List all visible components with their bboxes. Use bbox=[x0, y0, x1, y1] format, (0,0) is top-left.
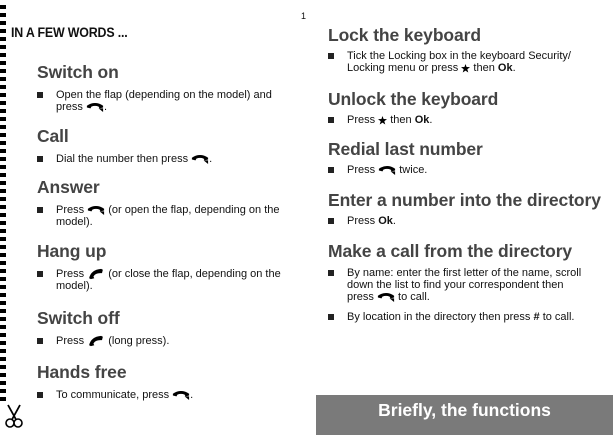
item-text: to call. bbox=[398, 291, 430, 303]
item-text: . bbox=[190, 389, 194, 401]
list-item bbox=[328, 267, 590, 303]
section-redial bbox=[328, 139, 598, 176]
item-text: By location in the directory then press bbox=[347, 311, 531, 323]
item-text: To communicate, press bbox=[56, 389, 170, 401]
item-text: Press bbox=[347, 164, 376, 176]
section-title: Make a call from the directory bbox=[328, 241, 573, 261]
list-item bbox=[37, 153, 297, 165]
list-item bbox=[328, 215, 608, 227]
ok-key-label: Ok bbox=[497, 62, 513, 74]
cut-line bbox=[0, 5, 6, 405]
item-text: Open the flap (depending on the model) and press bbox=[56, 89, 272, 113]
item-text: . bbox=[209, 153, 213, 165]
section-title: Answer bbox=[37, 177, 100, 197]
call-icon bbox=[86, 102, 104, 113]
item-text: then bbox=[390, 114, 412, 126]
star-key-icon bbox=[461, 64, 470, 73]
section-switch-off bbox=[37, 308, 297, 347]
item-text: to call. bbox=[542, 311, 575, 323]
scissors-icon bbox=[3, 403, 25, 429]
section-hang-up bbox=[37, 241, 299, 292]
bullet bbox=[328, 314, 334, 320]
section-title: Lock the keyboard bbox=[328, 25, 481, 45]
section-enter-directory bbox=[328, 190, 608, 227]
item-text: Press bbox=[347, 215, 376, 227]
section-call bbox=[37, 126, 297, 165]
section-answer bbox=[37, 177, 297, 228]
list-item bbox=[37, 389, 297, 401]
item-text: Press bbox=[56, 335, 85, 347]
bullet bbox=[328, 117, 334, 123]
item-text: . bbox=[392, 215, 396, 227]
bullet bbox=[37, 392, 43, 398]
hangup-icon bbox=[87, 268, 105, 280]
item-text: twice. bbox=[399, 164, 428, 176]
item-text: (long press). bbox=[108, 335, 170, 347]
item-text: . bbox=[103, 101, 108, 113]
bullet bbox=[37, 271, 43, 277]
item-text: By name: enter the first letter of the name, scroll down the list to find your correspondent then press bbox=[347, 267, 582, 303]
section-title: Redial last number bbox=[328, 139, 483, 159]
section-call-directory bbox=[328, 241, 590, 323]
item-text: . bbox=[429, 114, 433, 126]
section-unlock-keyboard bbox=[328, 89, 598, 126]
section-title: Hang up bbox=[37, 241, 107, 261]
item-text: then bbox=[473, 62, 495, 74]
bullet bbox=[328, 218, 334, 224]
list-item bbox=[328, 311, 590, 323]
section-title: Unlock the keyboard bbox=[328, 89, 499, 109]
call-icon bbox=[172, 390, 190, 401]
section-title: Hands free bbox=[37, 362, 127, 382]
call-icon bbox=[377, 292, 395, 303]
call-icon bbox=[191, 154, 209, 165]
item-text: Press bbox=[56, 204, 85, 216]
item-text: Press bbox=[56, 268, 85, 280]
list-item bbox=[37, 268, 299, 292]
item-text: Tick the Locking box in the keyboard Security/ Locking menu or press bbox=[347, 50, 571, 74]
item-text: . bbox=[512, 62, 516, 74]
item-text: Press bbox=[347, 114, 376, 126]
bullet bbox=[328, 167, 334, 173]
bullet bbox=[37, 156, 43, 162]
call-icon bbox=[378, 165, 396, 176]
hash-key-label: # bbox=[533, 311, 540, 323]
section-title: Switch on bbox=[37, 62, 119, 82]
bullet bbox=[37, 92, 43, 98]
section-title: Enter a number into the directory bbox=[328, 190, 601, 210]
item-text: (or close the flap, depending on the model). bbox=[56, 268, 281, 293]
list-item bbox=[37, 335, 297, 347]
call-icon bbox=[87, 205, 105, 216]
page-number: 1 bbox=[301, 11, 307, 21]
star-key-icon bbox=[378, 116, 387, 125]
item-text: (or open the flap, depending on the model). bbox=[56, 204, 280, 228]
section-title: Switch off bbox=[37, 308, 120, 328]
bullet bbox=[328, 270, 334, 276]
section-lock-keyboard bbox=[328, 25, 598, 74]
bullet bbox=[37, 338, 43, 344]
bullet bbox=[328, 53, 334, 59]
list-item bbox=[37, 89, 297, 113]
hangup-icon bbox=[87, 335, 105, 347]
section-hands-free bbox=[37, 362, 297, 401]
ok-key-label: Ok bbox=[414, 114, 430, 126]
list-item bbox=[37, 204, 297, 228]
list-item bbox=[328, 50, 598, 74]
footer-banner: Briefly, the functions bbox=[316, 395, 613, 435]
section-title: Call bbox=[37, 126, 69, 146]
intro-heading: IN A FEW WORDS ... bbox=[11, 25, 128, 40]
bullet bbox=[37, 207, 43, 213]
list-item bbox=[328, 164, 598, 176]
ok-key-label: Ok bbox=[378, 215, 393, 227]
section-switch-on bbox=[37, 62, 297, 113]
list-item bbox=[328, 114, 598, 126]
item-text: Dial the number then press bbox=[56, 153, 189, 165]
